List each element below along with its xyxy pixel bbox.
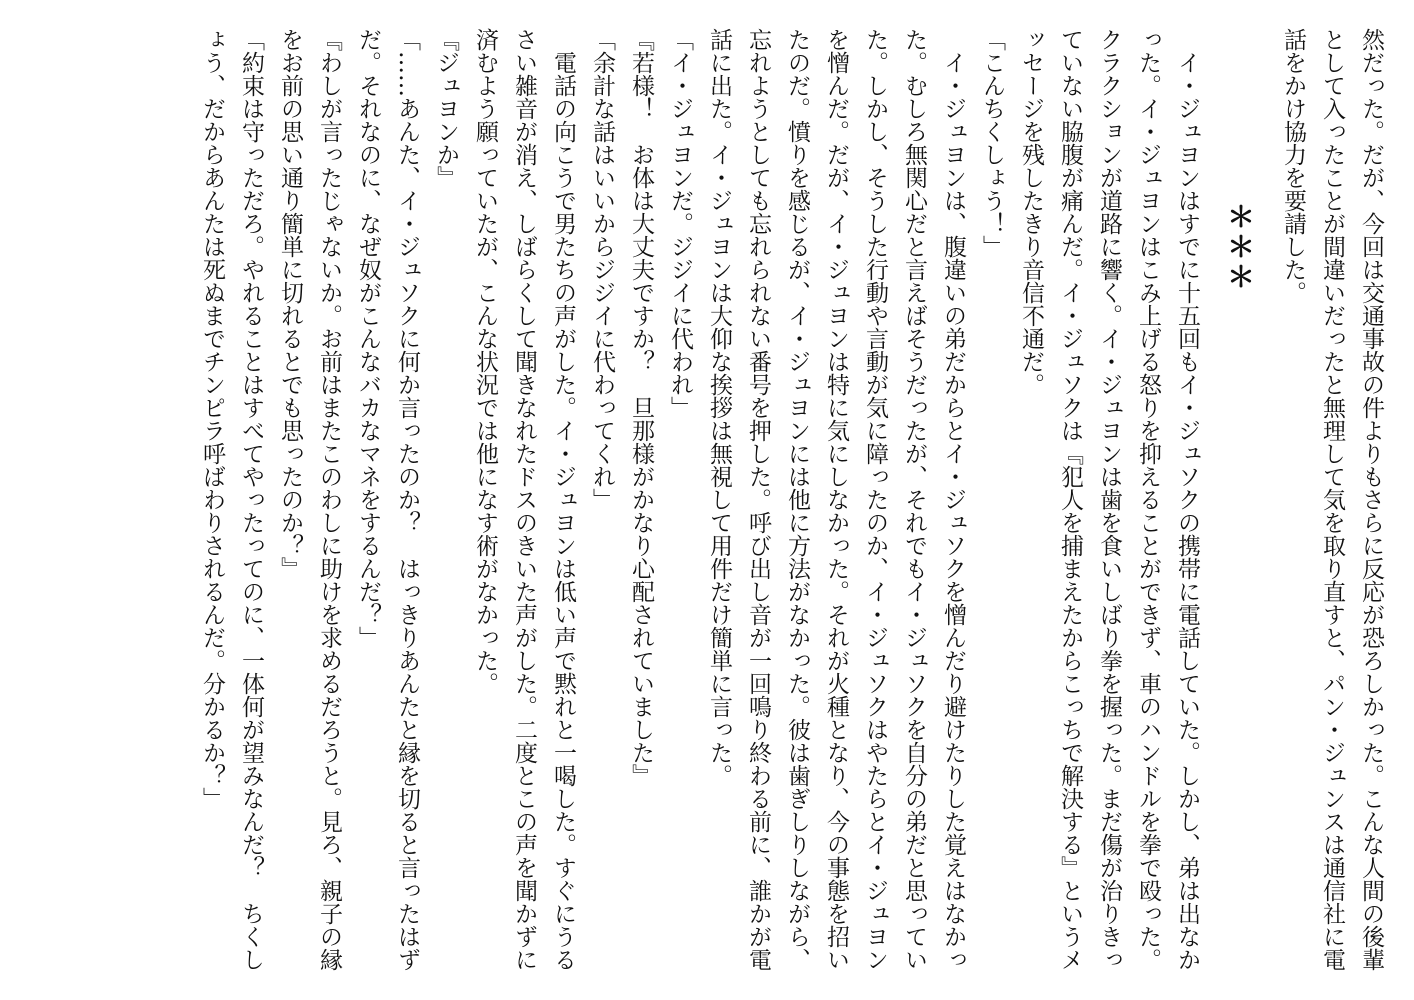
dialogue-line: 「こんちくしょう！」	[979, 28, 1005, 258]
dialogue-line: 「余計な話はいいからジジイに代わってくれ」	[589, 28, 615, 511]
paragraph-narration: イ・ジュヨンはすでに十五回もイ・ジュソクの携帯に電話していた。しかし、弟は出なかった。イ・ジュヨンはこみ上げる怒りを抑えることができず、車のハンドルを拳で殴った。クラクションが道路に響く。イ・ジュヨンは歯を食いしばり拳を握った。まだ傷が治りきっていない脇腹が痛んだ。イ・ジュソクは『犯人を捕まえたからこっちで解決する』というメッセージを残したきり音信不通だ。	[1018, 28, 1200, 971]
paragraph-continuation: 然だった。だが、今回は交通事故の件よりもさらに反応が恐ろしかった。こんな人間の後輩として入ったことが間違いだったと無理して気を取り直すと、パン・ジュンスは通信社に電話をかけ協力を要請した。	[1280, 28, 1384, 971]
dialogue-line: 「……あんた、イ・ジュソクに何か言ったのか？ はっきりあんたと縁を切ると言ったはずだ。それなのに、なぜ奴がこんなバカなマネをするんだ？」	[355, 28, 420, 971]
phone-dialogue-line: 『わしが言ったじゃないか。お前はまたこのわしに助けを求めるだろうと。見ろ、親子の縁をお前の思い通り簡単に切れるとでも思ったのか？』	[277, 28, 342, 971]
paragraph-narration: 電話の向こうで男たちの声がした。イ・ジュヨンは低い声で黙れと一喝した。すぐにうるさい雑音が消え、しばらくして聞きなれたドスのきいた声がした。二度とこの声を聞かずに済むよう願っていたが、こんな状況では他になす術がなかった。	[472, 28, 576, 971]
dialogue-line: 「イ・ジュヨンだ。ジジイに代われ」	[667, 28, 693, 419]
phone-dialogue-line: 『ジュヨンか』	[433, 28, 459, 189]
phone-dialogue-line: 『若様！ お体は大丈夫ですか？ 旦那様がかなり心配されていました』	[628, 28, 654, 787]
section-separator: ＊＊＊	[1223, 201, 1256, 292]
vertical-text-page	[40, 28, 1390, 980]
dialogue-line: 「約束は守っただろ。やれることはすべてやったってのに、一体何が望みなんだ？ ちくしょう、だからあんたは死ぬまでチンピラ呼ばわりされるんだ。分かるか？」	[199, 28, 264, 971]
paragraph-narration: イ・ジュヨンは、腹違いの弟だからとイ・ジュソクを憎んだり避けたりした覚えはなかった。むしろ無関心だと言えばそうだったが、それでもイ・ジュソクを自分の弟だと思っていた。しかし、そうした行動や言動が気に障ったのか、イ・ジュソクはやたらとイ・ジュヨンを憎んだ。だが、イ・ジュヨンは特に気にしなかった。それが火種となり、今の事態を招いたのだ。憤りを感じるが、イ・ジュヨンには他に方法がなかった。彼は歯ぎしりしながら、忘れようとしても忘れられない番号を押した。呼び出し音が一回鳴り終わる前に、誰かが電話に出た。イ・ジュヨンは大仰な挨拶は無視して用件だけ簡単に言った。	[706, 28, 966, 971]
